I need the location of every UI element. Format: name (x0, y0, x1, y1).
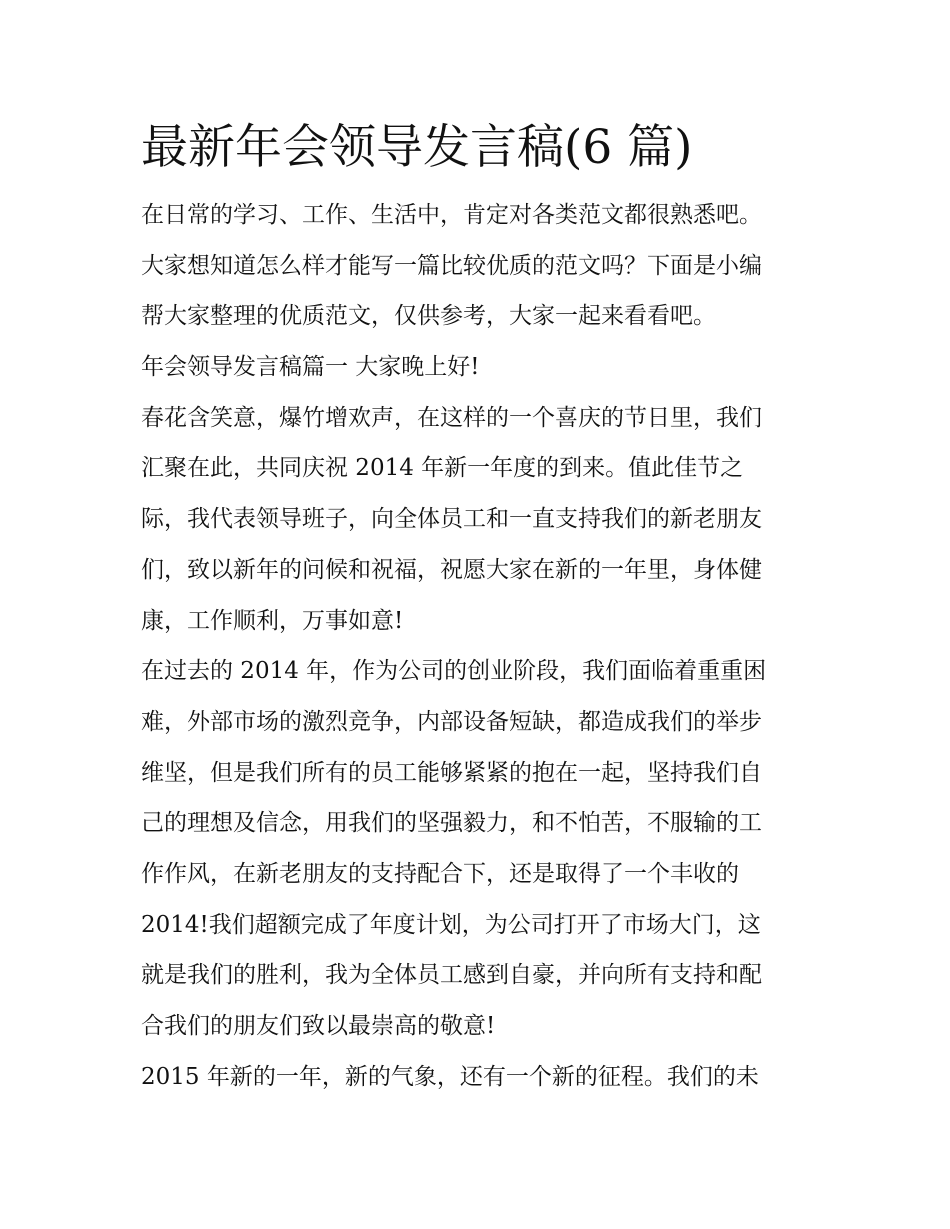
body-line: 年会领导发言稿篇一 大家晚上好! (141, 354, 480, 381)
body-line: 维坚，但是我们所有的员工能够紧紧的抱在一起，坚持我们自 (141, 759, 762, 786)
body-line: 际，我代表领导班子，向全体员工和一直支持我们的新老朋友 (141, 506, 762, 533)
document-page (141, 112, 821, 1102)
body-line: 帮大家整理的优质范文，仅供参考，大家一起来看看吧。 (141, 303, 716, 330)
body-line: 2015 年新的一年，新的气象，还有一个新的征程。我们的未 (141, 1063, 759, 1090)
body-line: 在过去的 2014 年，作为公司的创业阶段，我们面临着重重困 (141, 658, 767, 685)
body-line: 们，致以新年的问候和祝福，祝愿大家在新的一年里，身体健 (141, 556, 762, 583)
body-line: 合我们的朋友们致以最崇高的敬意! (141, 1013, 496, 1039)
body-line: 己的理想及信念，用我们的坚强毅力，和不怕苦，不服输的工 (141, 810, 762, 837)
body-line: 难，外部市场的激烈竞争，内部设备短缺，都造成我们的举步 (141, 708, 762, 735)
body-line: 康，工作顺利，万事如意! (141, 607, 404, 634)
body-line: 作作风，在新老朋友的支持配合下，还是取得了一个丰收的 (141, 860, 739, 887)
body-line: 汇聚在此，共同庆祝 2014 年新一年度的到来。值此佳节之 (141, 455, 744, 482)
body-line: 在日常的学习、工作、生活中，肯定对各类范文都很熟悉吧。 (141, 202, 762, 228)
body-line: 就是我们的胜利，我为全体员工感到自豪，并向所有支持和配 (141, 962, 762, 989)
body-line: 大家想知道怎么样才能写一篇比较优质的范文吗？下面是小编 (141, 252, 762, 279)
body-line: 春花含笑意，爆竹增欢声，在这样的一个喜庆的节日里，我们 (141, 404, 762, 431)
document-body (141, 190, 821, 1102)
body-line: 2014!我们超额完成了年度计划，为公司打开了市场大门，这 (141, 911, 761, 938)
document-title: 最新年会领导发言稿(6 篇) (141, 120, 693, 175)
